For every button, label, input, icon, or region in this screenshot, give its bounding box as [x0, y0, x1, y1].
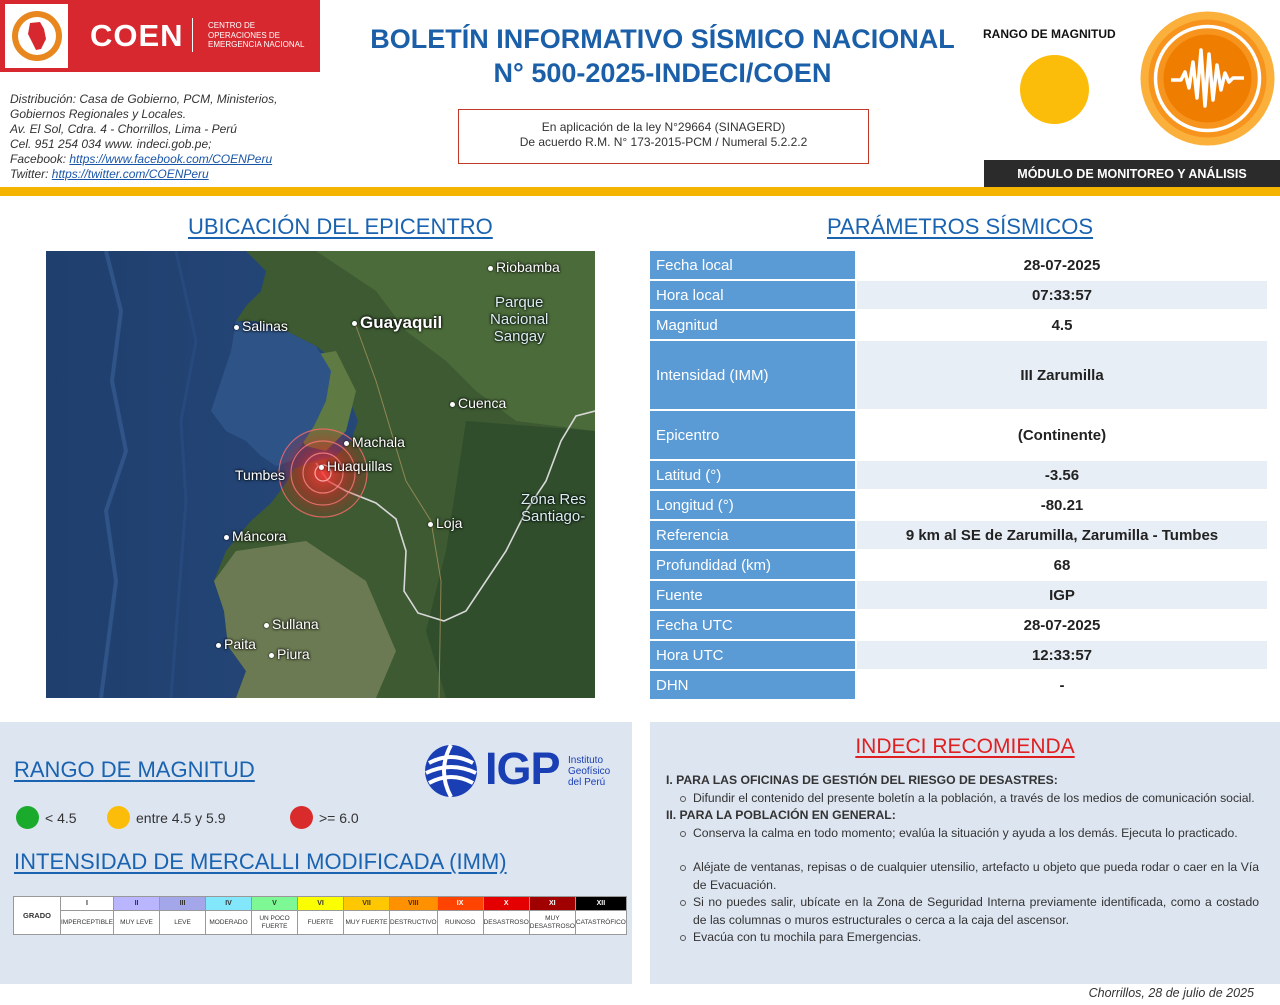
- imm-level-name: CATASTRÓFICO: [575, 911, 626, 935]
- igp-logo: [423, 741, 613, 801]
- param-key: Intensidad (IMM): [650, 341, 855, 411]
- map-label-cuenca: [450, 395, 506, 411]
- bulletin-title-line1: BOLETÍN INFORMATIVO SÍSMICO NACIONAL: [370, 24, 955, 54]
- indeci-emblem-icon: [5, 4, 68, 68]
- param-value: 4.5: [857, 311, 1267, 341]
- param-value: 28-07-2025: [857, 611, 1267, 641]
- imm-level-name: LEVE: [160, 911, 206, 935]
- table-row: [650, 311, 1267, 341]
- igp-name-line: del Perú: [568, 777, 606, 788]
- imm-level-num: V: [252, 897, 298, 911]
- imm-level-num: VII: [344, 897, 390, 911]
- table-row: [650, 671, 1267, 701]
- recommendations-list: [663, 772, 1259, 947]
- magnitude-legend-title: RANGO DE MAGNITUD: [14, 757, 255, 782]
- imm-level-num: I: [61, 897, 114, 911]
- table-row: [650, 491, 1267, 521]
- city-dot-icon: [269, 653, 274, 658]
- imm-grado-label: GRADO: [14, 897, 61, 935]
- param-key: Longitud (°): [650, 491, 855, 521]
- bulletin-title: [340, 22, 985, 90]
- map-label-text: Parque: [495, 294, 544, 311]
- logo-divider: [192, 18, 193, 52]
- epicenter-map[interactable]: [46, 251, 595, 698]
- coen-subtitle: [208, 21, 304, 50]
- map-label-salinas: [234, 318, 288, 334]
- table-row: [650, 251, 1267, 281]
- city-dot-icon: [428, 522, 433, 527]
- map-label-paita: [216, 636, 256, 652]
- map-label-text: Zona Res: [521, 491, 587, 508]
- imm-level-num: VIII: [390, 897, 438, 911]
- param-value: 9 km al SE de Zarumilla, Zarumilla - Tumbes: [857, 521, 1267, 551]
- law-reference-box: [458, 109, 869, 164]
- imm-level-num: IV: [206, 897, 252, 911]
- map-label-text: Santiago-: [521, 508, 586, 525]
- imm-level-name: DESTRUCTIVO: [390, 911, 438, 935]
- imm-level-num: II: [114, 897, 160, 911]
- contact-line: Cel. 951 254 034 www. indeci.gob.pe;: [10, 137, 212, 151]
- contact-line: Av. El Sol, Cdra. 4 - Chorrillos, Lima - Perú: [10, 122, 237, 136]
- coen-subtitle-line: OPERACIONES DE: [208, 30, 281, 40]
- legend-label: >= 6.0: [319, 809, 359, 826]
- table-row: [650, 281, 1267, 311]
- params-title: PARÁMETROS SÍSMICOS: [827, 214, 1094, 239]
- param-key: Fuente: [650, 581, 855, 611]
- city-dot-icon: [488, 266, 493, 271]
- map-label-text: Guayaquil: [360, 313, 443, 332]
- legend-label: < 4.5: [45, 809, 77, 826]
- map-label-text: Huaquillas: [327, 458, 393, 474]
- imm-level-name: MUY DESASTROSO: [529, 911, 575, 935]
- contact-line: Gobiernos Regionales y Locales.: [10, 107, 187, 121]
- table-row: [650, 461, 1267, 491]
- law-line1: En aplicación de la ley N°29664 (SINAGERD): [541, 120, 786, 134]
- map-label-mancora: [224, 528, 286, 544]
- rec-section2-items: [663, 825, 1259, 947]
- imm-scale-table: [13, 896, 627, 935]
- param-value: 68: [857, 551, 1267, 581]
- city-dot-icon: [344, 441, 349, 446]
- city-dot-icon: [450, 402, 455, 407]
- imm-level-name: UN POCO FUERTE: [252, 911, 298, 935]
- imm-level-name: IMPERCEPTIBLE: [61, 911, 114, 935]
- param-value: -80.21: [857, 491, 1267, 521]
- epicenter-title: UBICACIÓN DEL EPICENTRO: [188, 214, 493, 239]
- contact-line: Distribución: Casa de Gobierno, PCM, Ministerios,: [10, 92, 278, 106]
- magnitude-indicator-dot: [1020, 55, 1089, 124]
- imm-level-name: MUY FUERTE: [344, 911, 390, 935]
- table-row: [650, 551, 1267, 581]
- param-key: Profundidad (km): [650, 551, 855, 581]
- city-dot-icon: [216, 643, 221, 648]
- map-label-guayaquil: [352, 315, 442, 331]
- city-dot-icon: [264, 623, 269, 628]
- map-label-text: Máncora: [232, 528, 287, 544]
- map-label-text: Paita: [224, 636, 256, 652]
- map-label-text: Sullana: [272, 616, 319, 632]
- coen-subtitle-line: CENTRO DE: [208, 21, 256, 30]
- imm-level-name: MUY LEVE: [114, 911, 160, 935]
- map-label-machala: [344, 434, 405, 450]
- table-row: [650, 581, 1267, 611]
- table-row: [650, 521, 1267, 551]
- map-label-text: Riobamba: [496, 259, 560, 275]
- param-value: IGP: [857, 581, 1267, 611]
- map-label-text: Machala: [352, 434, 405, 450]
- param-key: Magnitud: [650, 311, 855, 341]
- param-value: 28-07-2025: [857, 251, 1267, 281]
- seismograph-logo-icon: [1139, 10, 1276, 147]
- igp-globe-icon: [423, 743, 483, 803]
- magnitude-range-label: RANGO DE MAGNITUD: [983, 27, 1116, 41]
- facebook-label: Facebook:: [10, 152, 70, 166]
- table-row: [650, 341, 1267, 411]
- imm-level-num: XI: [529, 897, 575, 911]
- bulletin-title-line2: N° 500-2025-INDECI/COEN: [493, 58, 832, 88]
- legend-item-mid: [107, 806, 226, 829]
- header-divider: [0, 187, 1280, 196]
- imm-level-name: MODERADO: [206, 911, 252, 935]
- igp-name-line: Geofísico: [568, 766, 611, 777]
- imm-level-num: IX: [437, 897, 483, 911]
- param-value: III Zarumilla: [857, 341, 1267, 411]
- list-item: Conserva la calma en todo momento; evalúa la situación y ayuda a los demás. Ejecuta lo practicado.: [693, 825, 1259, 843]
- list-item: Evacúa con tu mochila para Emergencias.: [693, 929, 1259, 947]
- legend-label: entre 4.5 y 5.9: [136, 809, 226, 826]
- list-gap: [693, 842, 1259, 859]
- param-value: 07:33:57: [857, 281, 1267, 311]
- param-value: 12:33:57: [857, 641, 1267, 671]
- map-label-text: Piura: [277, 646, 310, 662]
- map-label-huaquillas: [319, 458, 392, 474]
- table-row: [650, 641, 1267, 671]
- twitter-label: Twitter:: [10, 167, 52, 181]
- param-value: -: [857, 671, 1267, 701]
- param-value: -3.56: [857, 461, 1267, 491]
- map-label-loja: [428, 515, 462, 531]
- seismic-params-table: [650, 251, 1267, 701]
- red-dot-icon: [290, 806, 313, 829]
- param-key: Fecha UTC: [650, 611, 855, 641]
- map-label-text: Loja: [436, 515, 463, 531]
- coen-subtitle-line: EMERGENCIA NACIONAL: [208, 40, 305, 49]
- monitoring-module-bar: MÓDULO DE MONITOREO Y ANÁLISIS: [984, 160, 1280, 187]
- contact-facebook: [10, 152, 277, 167]
- table-row: [650, 611, 1267, 641]
- param-key: Fecha local: [650, 251, 855, 281]
- imm-level-num: III: [160, 897, 206, 911]
- map-label-text: Sangay: [493, 328, 545, 345]
- imm-level-name: FUERTE: [298, 911, 344, 935]
- param-key: Hora local: [650, 281, 855, 311]
- igp-fullname: [568, 755, 610, 788]
- contact-twitter: [10, 167, 277, 182]
- city-dot-icon: [319, 465, 324, 470]
- table-row: [650, 411, 1267, 461]
- param-key: Hora UTC: [650, 641, 855, 671]
- param-key: Referencia: [650, 521, 855, 551]
- yellow-dot-icon: [107, 806, 130, 829]
- param-key: Epicentro: [650, 411, 855, 461]
- city-dot-icon: [352, 321, 357, 326]
- law-line2: De acuerdo R.M. N° 173-2015-PCM / Numeral 5.2.2.2: [519, 135, 808, 149]
- imm-title: INTENSIDAD DE MERCALLI MODIFICADA (IMM): [14, 849, 507, 874]
- rec-section2-title: II. PARA LA POBLACIÓN EN GENERAL:: [666, 808, 896, 822]
- imm-level-num: XII: [575, 897, 626, 911]
- map-label-sullana: [264, 616, 319, 632]
- city-dot-icon: [224, 535, 229, 540]
- map-label-text: Tumbes: [235, 467, 286, 483]
- param-key: DHN: [650, 671, 855, 701]
- imm-level-num: VI: [298, 897, 344, 911]
- map-label-tumbes: [235, 467, 285, 483]
- igp-name-line: Instituto: [568, 755, 604, 766]
- imm-level-name: RUINOSO: [437, 911, 483, 935]
- recommendations-title: INDECI RECOMIENDA: [855, 735, 1075, 758]
- imm-level-name: DESASTROSO: [483, 911, 529, 935]
- imm-level-num: X: [483, 897, 529, 911]
- green-dot-icon: [16, 806, 39, 829]
- footer-date: Chorrillos, 28 de julio de 2025: [1088, 986, 1254, 1000]
- map-label-parque-sangay: [490, 294, 548, 345]
- map-label-text: Nacional: [490, 311, 549, 328]
- igp-wordmark: IGP: [485, 743, 560, 794]
- list-item: Si no puedes salir, ubícate en la Zona de Seguridad Interna previamente identificada, como a costado de las columnas o muros estructurales o cerca a la caja del ascensor.: [693, 894, 1259, 929]
- city-dot-icon: [234, 325, 239, 330]
- coen-wordmark: COEN: [90, 18, 184, 53]
- list-item: Difundir el contenido del presente boletín a la población, a través de los medios de comunicación social.: [693, 790, 1259, 808]
- facebook-link[interactable]: https://www.facebook.com/COENPeru: [69, 152, 273, 166]
- coen-logo: [0, 0, 320, 72]
- rec-section1-items: [663, 790, 1259, 808]
- contact-info: [10, 92, 277, 182]
- twitter-link[interactable]: https://twitter.com/COENPeru: [51, 167, 209, 181]
- list-item: Aléjate de ventanas, repisas o de cualquier utensilio, artefacto u objeto que pueda rodar o caer en la Vía de Evacuación.: [693, 859, 1259, 894]
- legend-item-low: [16, 806, 77, 829]
- map-label-text: Salinas: [242, 318, 288, 334]
- map-label-riobamba: [488, 259, 560, 275]
- map-label-piura: [269, 646, 310, 662]
- rec-section1-title: I. PARA LAS OFICINAS DE GESTIÓN DEL RIESGO DE DESASTRES:: [666, 773, 1058, 787]
- legend-item-high: [290, 806, 359, 829]
- param-value: (Continente): [857, 411, 1267, 461]
- param-key: Latitud (°): [650, 461, 855, 491]
- map-label-zona-reservada: [521, 491, 586, 525]
- map-label-text: Cuenca: [458, 395, 507, 411]
